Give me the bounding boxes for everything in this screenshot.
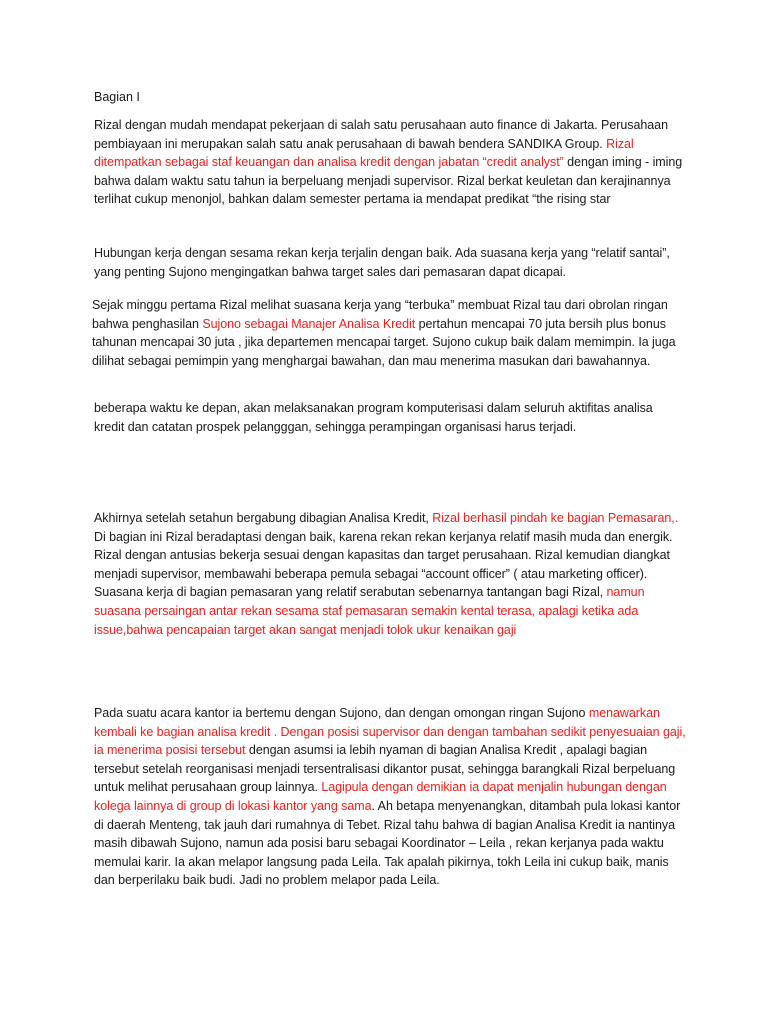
paragraph-6-text: . Ah betapa menyenangkan, ditambah pula lokasi kantor di daerah Menteng, tak jauh dari rumahnya di Tebet. Rizal tahu bahwa di bagian Analisa Kredit ia nantinya masih dibawah Sujono, namun ada posisi baru sebagai Koordinator – Leila , rekan kerjanya pada waktu memulai karir. Ia akan melapor langsung pada Leila. Tak apalah pikirnya, tokh Leila ini cukup baik, manis dan berperilaku baik budi. Jadi no problem melapor pada Leila. [94, 798, 681, 888]
paragraph-1 [94, 116, 686, 209]
paragraph-6 [94, 704, 686, 890]
paragraph-3-text: Sejak minggu pertama Rizal melihat suasana kerja yang “terbuka” membuat Rizal tau dari obrolan ringan bahwa penghasilan [92, 298, 668, 331]
paragraph-5-highlight: namun suasana persaingan antar rekan sesama staf pemasaran semakin kental terasa, apalagi ketika ada issue,bahwa pencapaian target akan sangat menjadi tolok ukur kenaikan gaji [94, 585, 645, 637]
paragraph-5-text: Di bagian ini Rizal beradaptasi dengan baik, karena rekan rekan kerjanya relatif masih muda dan energik. Rizal dengan antusias bekerja sesuai dengan kapasitas dan target perusahaan. Rizal kemudian diangkat menjadi supervisor, membawahi beberapa pemula sebagai “account officer” ( atau marketing officer). Suasana kerja di bagian pemasaran yang relatif serabutan sebenarnya tantangan bagi Rizal, [94, 529, 673, 600]
paragraph-3-text: pertahun mencapai 70 juta bersih plus bonus tahunan mencapai 30 juta , jika departemen mencapai target. Sujono cukup baik dalam memimpin. Ia juga dilihat sebagai pemimpin yang menghargai bawahan, dan mau menerima masukan dari bawahannya. [92, 316, 676, 368]
paragraph-4-text: beberapa waktu ke depan, akan melaksanakan program komputerisasi dalam seluruh aktifitas analisa kredit dan catatan prospek pelangggan, sehingga perampingan organisasi harus terjadi. [94, 401, 653, 434]
paragraph-3-highlight: Sujono sebagai Manajer Analisa Kredit [202, 316, 416, 331]
paragraph-1-text: dengan iming - iming bahwa dalam waktu satu tahun ia berpeluang menjadi supervisor. Rizal berkat keuletan dan kerajinannya terlihat cukup menonjol, bahkan dalam semester pertama ia mendapat predikat “the rising star [94, 155, 683, 207]
paragraph-5-text: Akhirnya setelah setahun bergabung dibagian Analisa Kredit, [94, 511, 433, 525]
paragraph-5 [94, 509, 686, 639]
section-heading: Bagian I [94, 90, 140, 104]
paragraph-1-text: Rizal dengan mudah mendapat pekerjaan di salah satu perusahaan auto finance di Jakarta. Perusahaan pembiayaan ini merupakan salah satu anak perusahaan di bawah bendera SANDIKA Group. [94, 118, 668, 151]
paragraph-2-text: Hubungan kerja dengan sesama rekan kerja terjalin dengan baik. Ada suasana kerja yang “relatif santai”, yang penting Sujono mengingatkan bahwa target sales dari pemasaran dapat dicapai. [94, 246, 670, 279]
paragraph-1-highlight: Rizal ditempatkan sebagai staf keuangan dan analisa kredit dengan jabatan “credit analyst” [94, 136, 634, 170]
paragraph-5-highlight: Rizal berhasil pindah ke bagian Pemasaran,. [432, 511, 679, 525]
paragraph-6-highlight: Lagipula dengan demikian ia dapat menjalin hubungan dengan kolega lainnya di group di lokasi kantor yang sama [94, 780, 667, 813]
paragraph-6-text: dengan asumsi ia lebih nyaman di bagian Analisa Kredit , apalagi bagian tersebut setelah reorganisasi menjadi tersentralisasi dikantor pusat, sehingga barangkali Rizal berpeluang untuk melihat perusahaan group lainnya. [94, 743, 676, 795]
paragraph-3 [92, 296, 684, 370]
paragraph-6-highlight: menawarkan kembali ke bagian analisa kredit . Dengan posisi supervisor dan dengan tambahan sedikit penyesuaian gaji, ia menerima posisi tersebut [94, 706, 686, 758]
paragraph-6-text: Pada suatu acara kantor ia bertemu dengan Sujono, dan dengan omongan ringan Sujono [94, 706, 589, 720]
paragraph-2 [94, 244, 686, 281]
paragraph-4 [94, 399, 686, 436]
